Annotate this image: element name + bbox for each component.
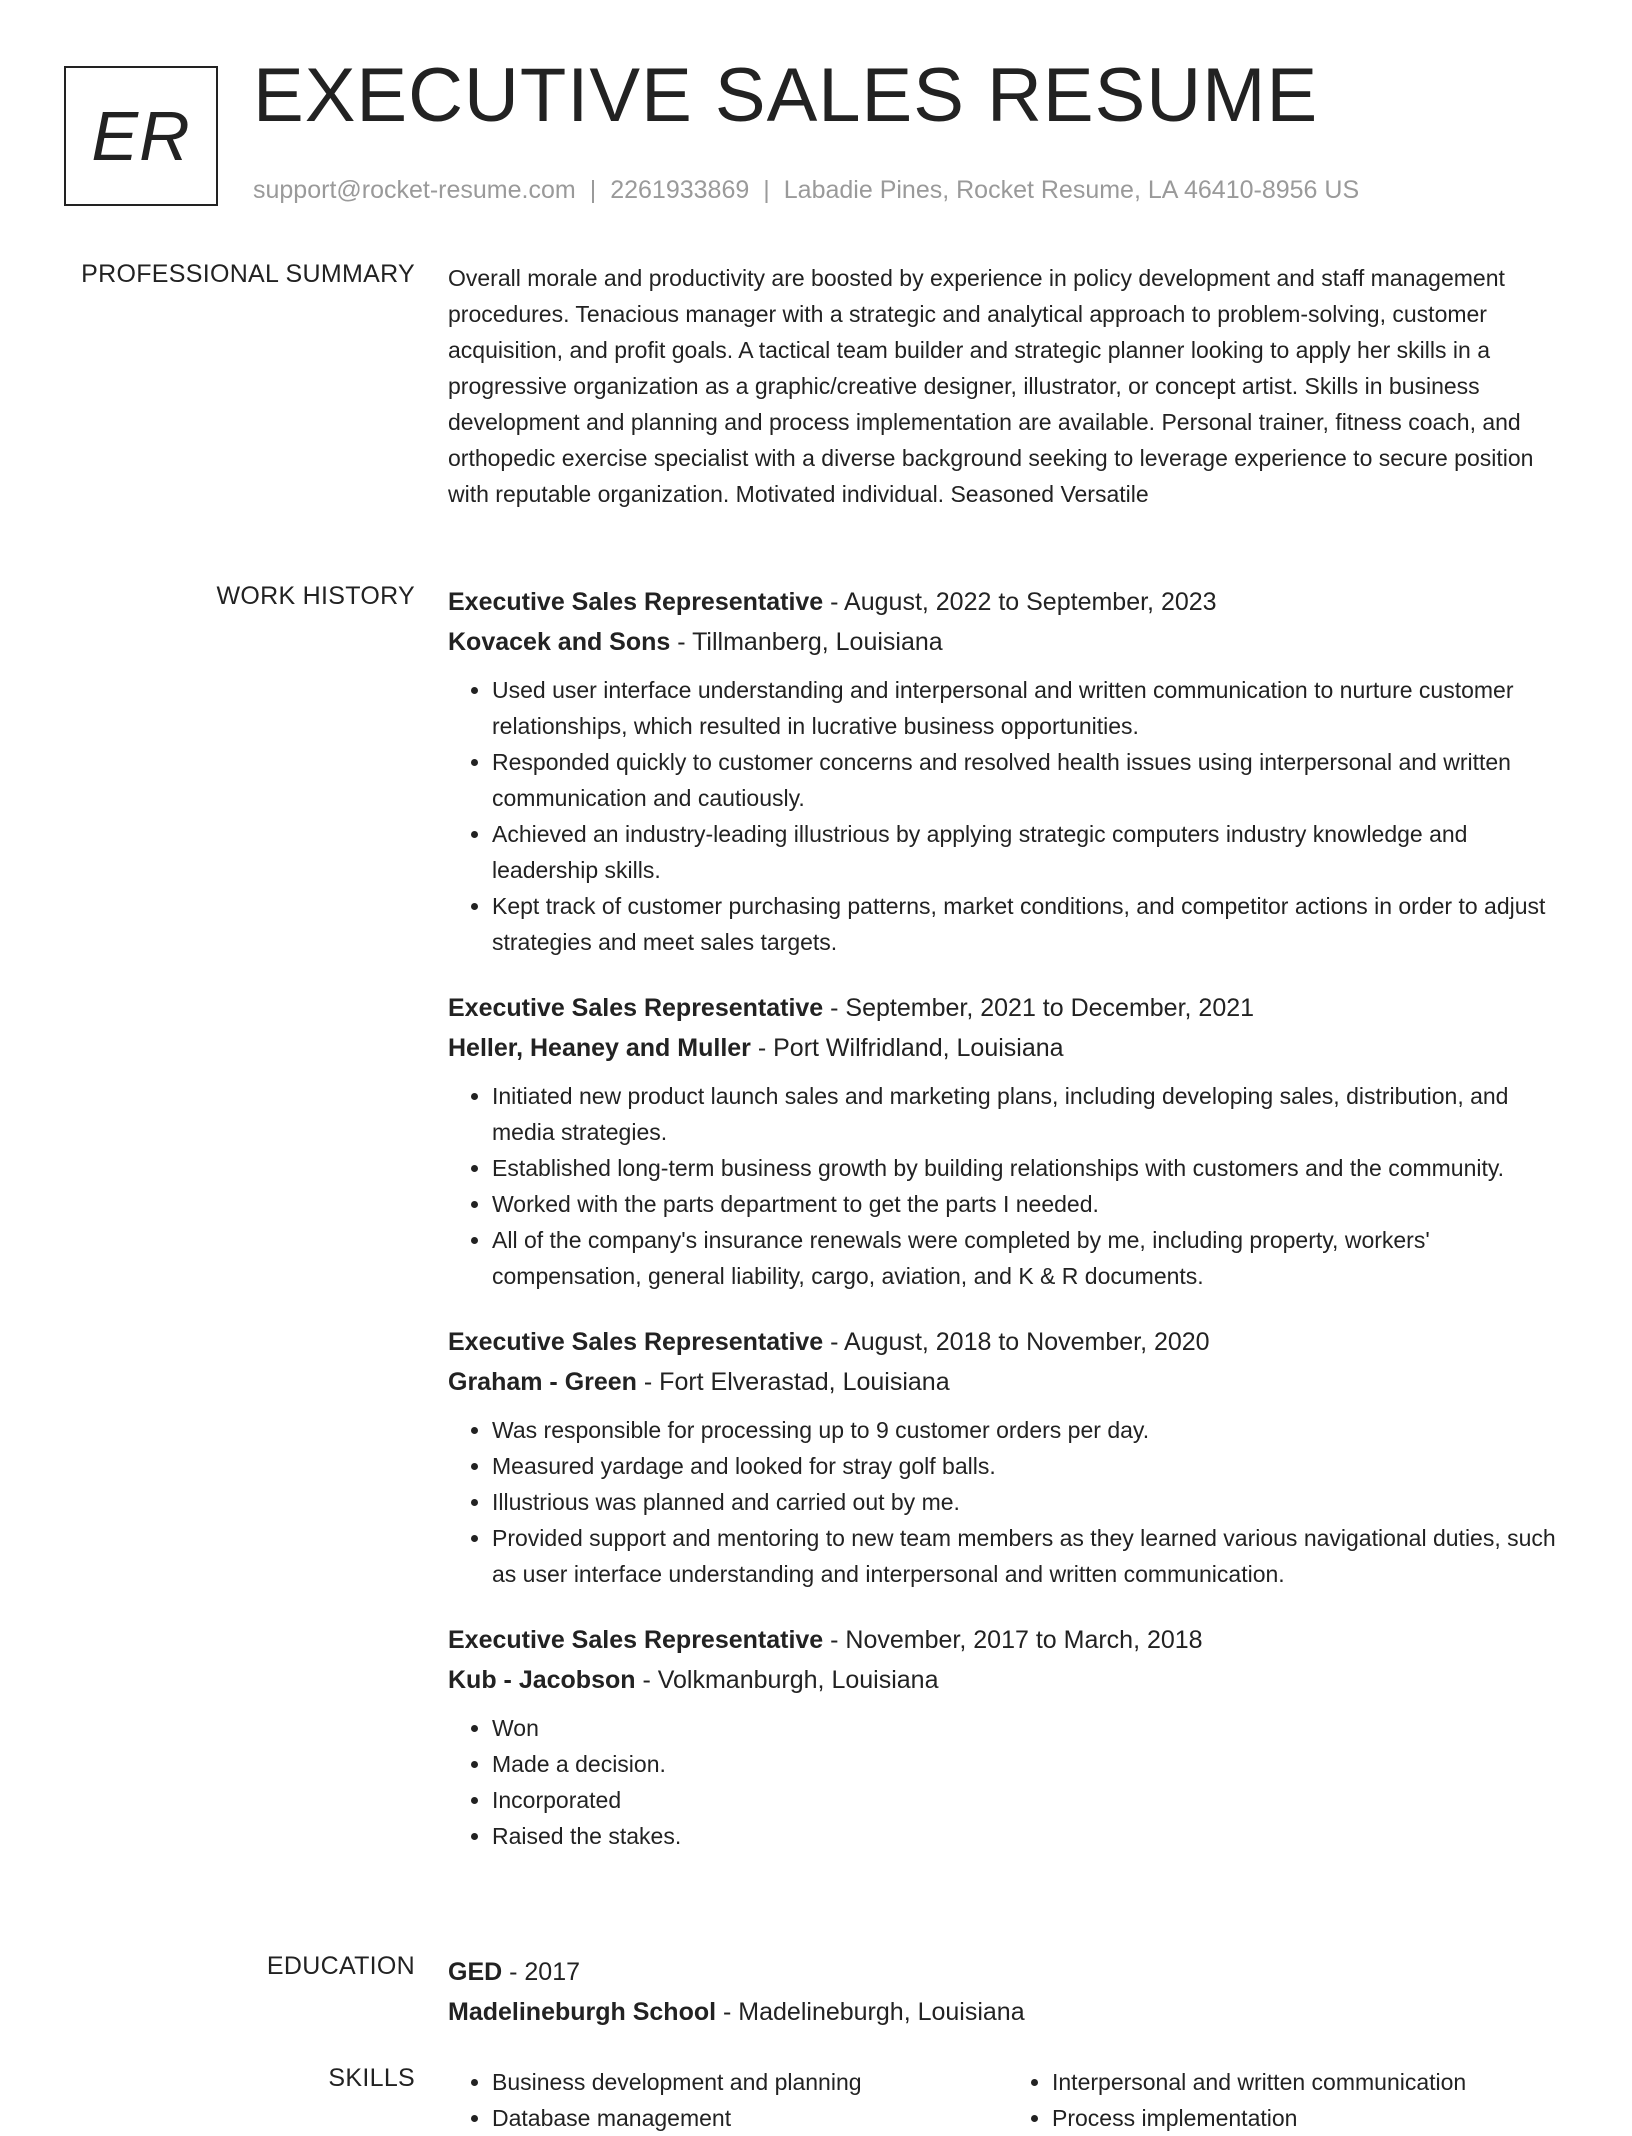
job-dates: - August, 2022 to September, 2023 (823, 588, 1217, 616)
job-title: Executive Sales Representative (448, 1328, 824, 1356)
education-degree-line (448, 1952, 1568, 1992)
section-label-education: EDUCATION (266, 1952, 415, 1980)
job-title-line (448, 582, 1568, 622)
job-title-line (448, 988, 1568, 1028)
skills-list (448, 2064, 1568, 2136)
contact-email[interactable]: support@rocket-resume.com (253, 176, 576, 204)
job-bullet: • Initiated new product launch sales and marketing plans, including developing sales, distribution, and media strategies. (492, 1078, 1568, 1150)
job-title-line (448, 1620, 1568, 1660)
section-label-summary: PROFESSIONAL SUMMARY (81, 260, 415, 288)
job-bullet: • Responded quickly to customer concerns and resolved health issues using interpersonal and written communication and cautiously. (492, 744, 1568, 816)
job-title: Executive Sales Representative (448, 588, 824, 616)
section-label-skills: SKILLS (328, 2064, 415, 2092)
contact-phone[interactable]: 2261933869 (610, 176, 750, 204)
skills-column-left (448, 2064, 1008, 2136)
contact-address: Labadie Pines, Rocket Resume, LA 46410-8956 US (783, 176, 1360, 204)
job-entry (448, 1322, 1568, 1592)
job-bullet: • Won (492, 1710, 1568, 1746)
job-bullet: • Incorporated (492, 1782, 1568, 1818)
skill-item: • Business development and planning (492, 2064, 1008, 2100)
job-bullet: • Raised the stakes. (492, 1818, 1568, 1854)
job-title: Executive Sales Representative (448, 994, 824, 1022)
job-bullet: • Worked with the parts department to get the parts I needed. (492, 1186, 1568, 1222)
job-company: Kovacek and Sons (448, 628, 671, 656)
skill-item: • Interpersonal and written communication (1052, 2064, 1568, 2100)
education-degree: GED (448, 1958, 503, 1986)
job-entry (448, 988, 1568, 1294)
education-school: Madelineburgh School (448, 1998, 717, 2026)
job-dates: - August, 2018 to November, 2020 (823, 1328, 1210, 1356)
job-company-line (448, 622, 1568, 662)
education-school-line (448, 1992, 1568, 2032)
job-bullet: • Kept track of customer purchasing patterns, market conditions, and competitor actions in order to adjust strategies and meet sales targets. (492, 888, 1568, 960)
education-year: - 2017 (502, 1958, 581, 1986)
job-bullet: • Was responsible for processing up to 9 customer orders per day. (492, 1412, 1568, 1448)
job-company: Graham - Green (448, 1368, 637, 1396)
job-bullet: • Used user interface understanding and interpersonal and written communication to nurture customer relationships, which resulted in lucrative business opportunities. (492, 672, 1568, 744)
education-entry (448, 1952, 1568, 2032)
job-company: Kub - Jacobson (448, 1666, 636, 1694)
job-bullet: • Achieved an industry-leading illustrious by applying strategic computers industry knowledge and leadership skills. (492, 816, 1568, 888)
job-location: - Fort Elverastad, Louisiana (636, 1368, 950, 1396)
job-bullet: • Measured yardage and looked for stray golf balls. (492, 1448, 1568, 1484)
summary-text: Overall morale and productivity are boosted by experience in policy development and staff management procedures. Tenacious manager with a strategic and analytical approach to problem-solving, customer acquisition, and profit goals. A tactical team builder and strategic planner looking to apply her skills in a progressive organization as a graphic/creative designer, illustrator, or concept artist. Skills in business development and planning and process implementation are available. Personal trainer, fitness coach, and orthopedic exercise specialist with a diverse background seeking to leverage experience to secure position with reputable organization. Motivated individual. Seasoned Versatile (448, 265, 1534, 507)
job-dates: - September, 2021 to December, 2021 (823, 994, 1255, 1022)
job-bullets (448, 1412, 1568, 1592)
job-bullet: • Established long-term business growth by building relationships with customers and the community. (492, 1150, 1568, 1186)
skills-columns (448, 2064, 1568, 2136)
job-bullets (448, 1710, 1568, 1854)
job-title-line (448, 1322, 1568, 1362)
job-company: Heller, Heaney and Muller (448, 1034, 751, 1062)
job-bullet: • Provided support and mentoring to new team members as they learned various navigational duties, such as user interface understanding and interpersonal and written communication. (492, 1520, 1568, 1592)
skill-item: • Database management (492, 2100, 1008, 2136)
contact-separator: | (763, 176, 770, 204)
skill-item: • Process implementation (1052, 2100, 1568, 2136)
job-company-line (448, 1362, 1568, 1402)
job-company-line (448, 1660, 1568, 1700)
job-bullets (448, 1078, 1568, 1294)
education-location: - Madelineburgh, Louisiana (716, 1998, 1025, 2026)
resume-title: EXECUTIVE SALES RESUME (253, 53, 1319, 138)
section-label-work: WORK HISTORY (216, 582, 415, 610)
job-company-line (448, 1028, 1568, 1068)
job-bullet: • All of the company's insurance renewals were completed by me, including property, workers' compensation, general liability, cargo, aviation, and K & R documents. (492, 1222, 1568, 1294)
contact-separator: | (589, 176, 597, 204)
contact-line (253, 176, 1359, 205)
job-location: - Volkmanburgh, Louisiana (635, 1666, 939, 1694)
job-entry (448, 1620, 1568, 1854)
job-title: Executive Sales Representative (448, 1626, 824, 1654)
job-dates: - November, 2017 to March, 2018 (823, 1626, 1203, 1654)
job-location: - Tillmanberg, Louisiana (670, 628, 943, 656)
job-location: - Port Wilfridland, Louisiana (750, 1034, 1064, 1062)
job-bullet: • Illustrious was planned and carried out by me. (492, 1484, 1568, 1520)
monogram-box (64, 66, 218, 206)
work-history-list (448, 582, 1568, 1882)
skills-column-right (1008, 2064, 1568, 2136)
monogram-initials: ER (91, 97, 191, 175)
job-bullet: • Made a decision. (492, 1746, 1568, 1782)
job-entry (448, 582, 1568, 960)
job-bullets (448, 672, 1568, 960)
